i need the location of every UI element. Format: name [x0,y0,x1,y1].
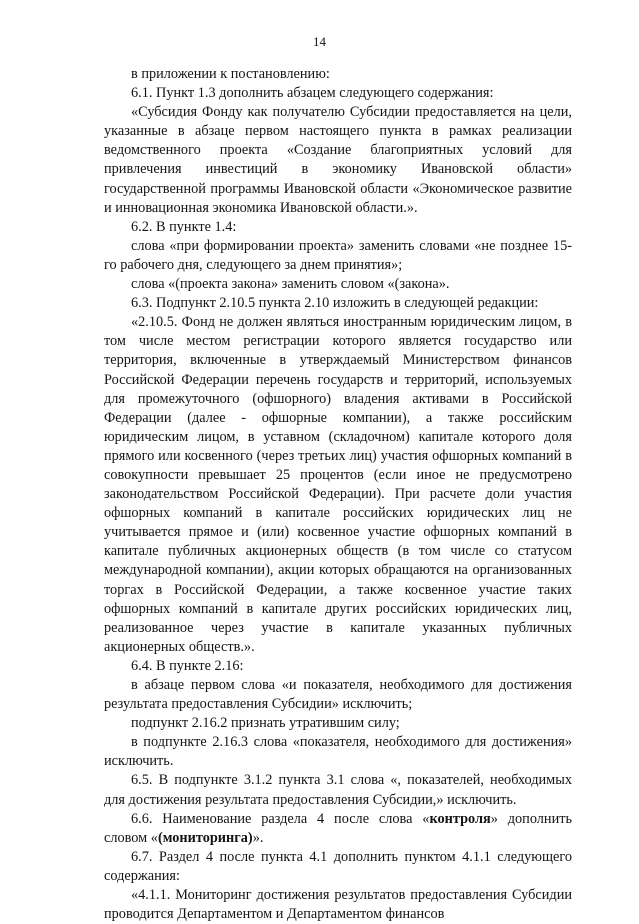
paragraph-text: 6.2. В пункте 1.4: [131,218,237,235]
paragraph-text: «Субсидия Фонду как получателю Субсидии предоставляется на цели, указанные в абзаце первом настоящего пункта в рамках реализации ведомственного проекта «Создание благоприятных условий для привлечения инвестиций в экономику Ивановской области» государственной программы Ивановской области «Экономическое развитие и инновационная экономика Ивановской области.». [104,104,572,216]
paragraph [104,103,572,218]
paragraph [104,848,572,886]
paragraph-text: 6.5. В подпункте 3.1.2 пункта 3.1 слова «, показателей, необходимых для достижения результата предоставления Субсидии,» исключить. [104,772,572,808]
paragraph-text: «4.1.1. Мониторинг достижения результатов предоставления Субсидии проводится Департаментом и Департаментом финансов [104,887,572,923]
bold-text: (мониторинга) [157,829,253,846]
paragraph [104,771,572,809]
document-body [104,65,572,924]
bold-text: контроля [429,810,491,827]
paragraph [104,313,572,657]
paragraph [104,65,572,84]
paragraph [104,714,572,733]
paragraph [104,275,572,294]
paragraph-text: в абзаце первом слова «и показателя, необходимого для достижения результата предоставления Субсидии» исключить; [104,677,572,713]
paragraph-text: 6.1. Пункт 1.3 дополнить абзацем следующего содержания: [131,85,494,102]
paragraph [104,294,572,313]
paragraph-text: подпункт 2.16.2 признать утратившим силу; [131,715,400,732]
page-number: 14 [313,34,326,49]
paragraph-text: слова «при формировании проекта» заменить словами «не позднее 15-го рабочего дня, следующего за днем принятия»; [104,237,572,273]
paragraph-text: 6.6. Наименование раздела 4 после слова « [131,810,430,827]
paragraph-text: 6.4. В пункте 2.16: [131,657,244,674]
paragraph-text: 6.3. Подпункт 2.10.5 пункта 2.10 изложить в следующей редакции: [131,295,539,312]
paragraph [104,886,572,924]
paragraph-text: в подпункте 2.16.3 слова «показателя, необходимого для достижения» исключить. [104,734,572,770]
paragraph-text: 6.7. Раздел 4 после пункта 4.1 дополнить пунктом 4.1.1 следующего содержания: [104,848,572,884]
paragraph-text: «2.10.5. Фонд не должен являться иностранным юридическим лицом, в том числе местом регистрации которого является государство или территория, включенные в утверждаемый Министерством финансов Российской Федерации перечень государств и территорий, используемых для промежуточного (офшорного) владения активами в Российской Федерации (далее - офшорные компании), а также российским юридическим лицом, в уставном (складочном) капитале которого доля прямого или косвенного (через третьих лиц) участия офшорных компаний в совокупности превышает 25 процентов (если иное не предусмотрено законодательством Российской Федерации). При расчете доли участия офшорных компаний в капитале российских юридических лиц не учитывается прямое и (или) косвенное участие офшорных компаний в капитале публичных акционерных обществ (в том числе со статусом международной компании), акции которых обращаются на организованных торгах в Российской Федерации, а также косвенное участие таких офшорных компаний в капитале других российских юридических лиц, реализованное через участие в капитале указанных публичных акционерных обществ.». [104,314,572,655]
paragraph [104,237,572,275]
paragraph [104,733,572,771]
paragraph [104,657,572,676]
paragraph [104,676,572,714]
paragraph [104,810,572,848]
paragraph-text: ». [252,829,264,846]
paragraph-text: » дополнить словом « [104,810,572,846]
paragraph [104,218,572,237]
paragraph [104,84,572,103]
paragraph-text: в приложении к постановлению: [131,66,330,82]
paragraph-text: слова «(проекта закона» заменить словом «(закона». [131,276,450,293]
